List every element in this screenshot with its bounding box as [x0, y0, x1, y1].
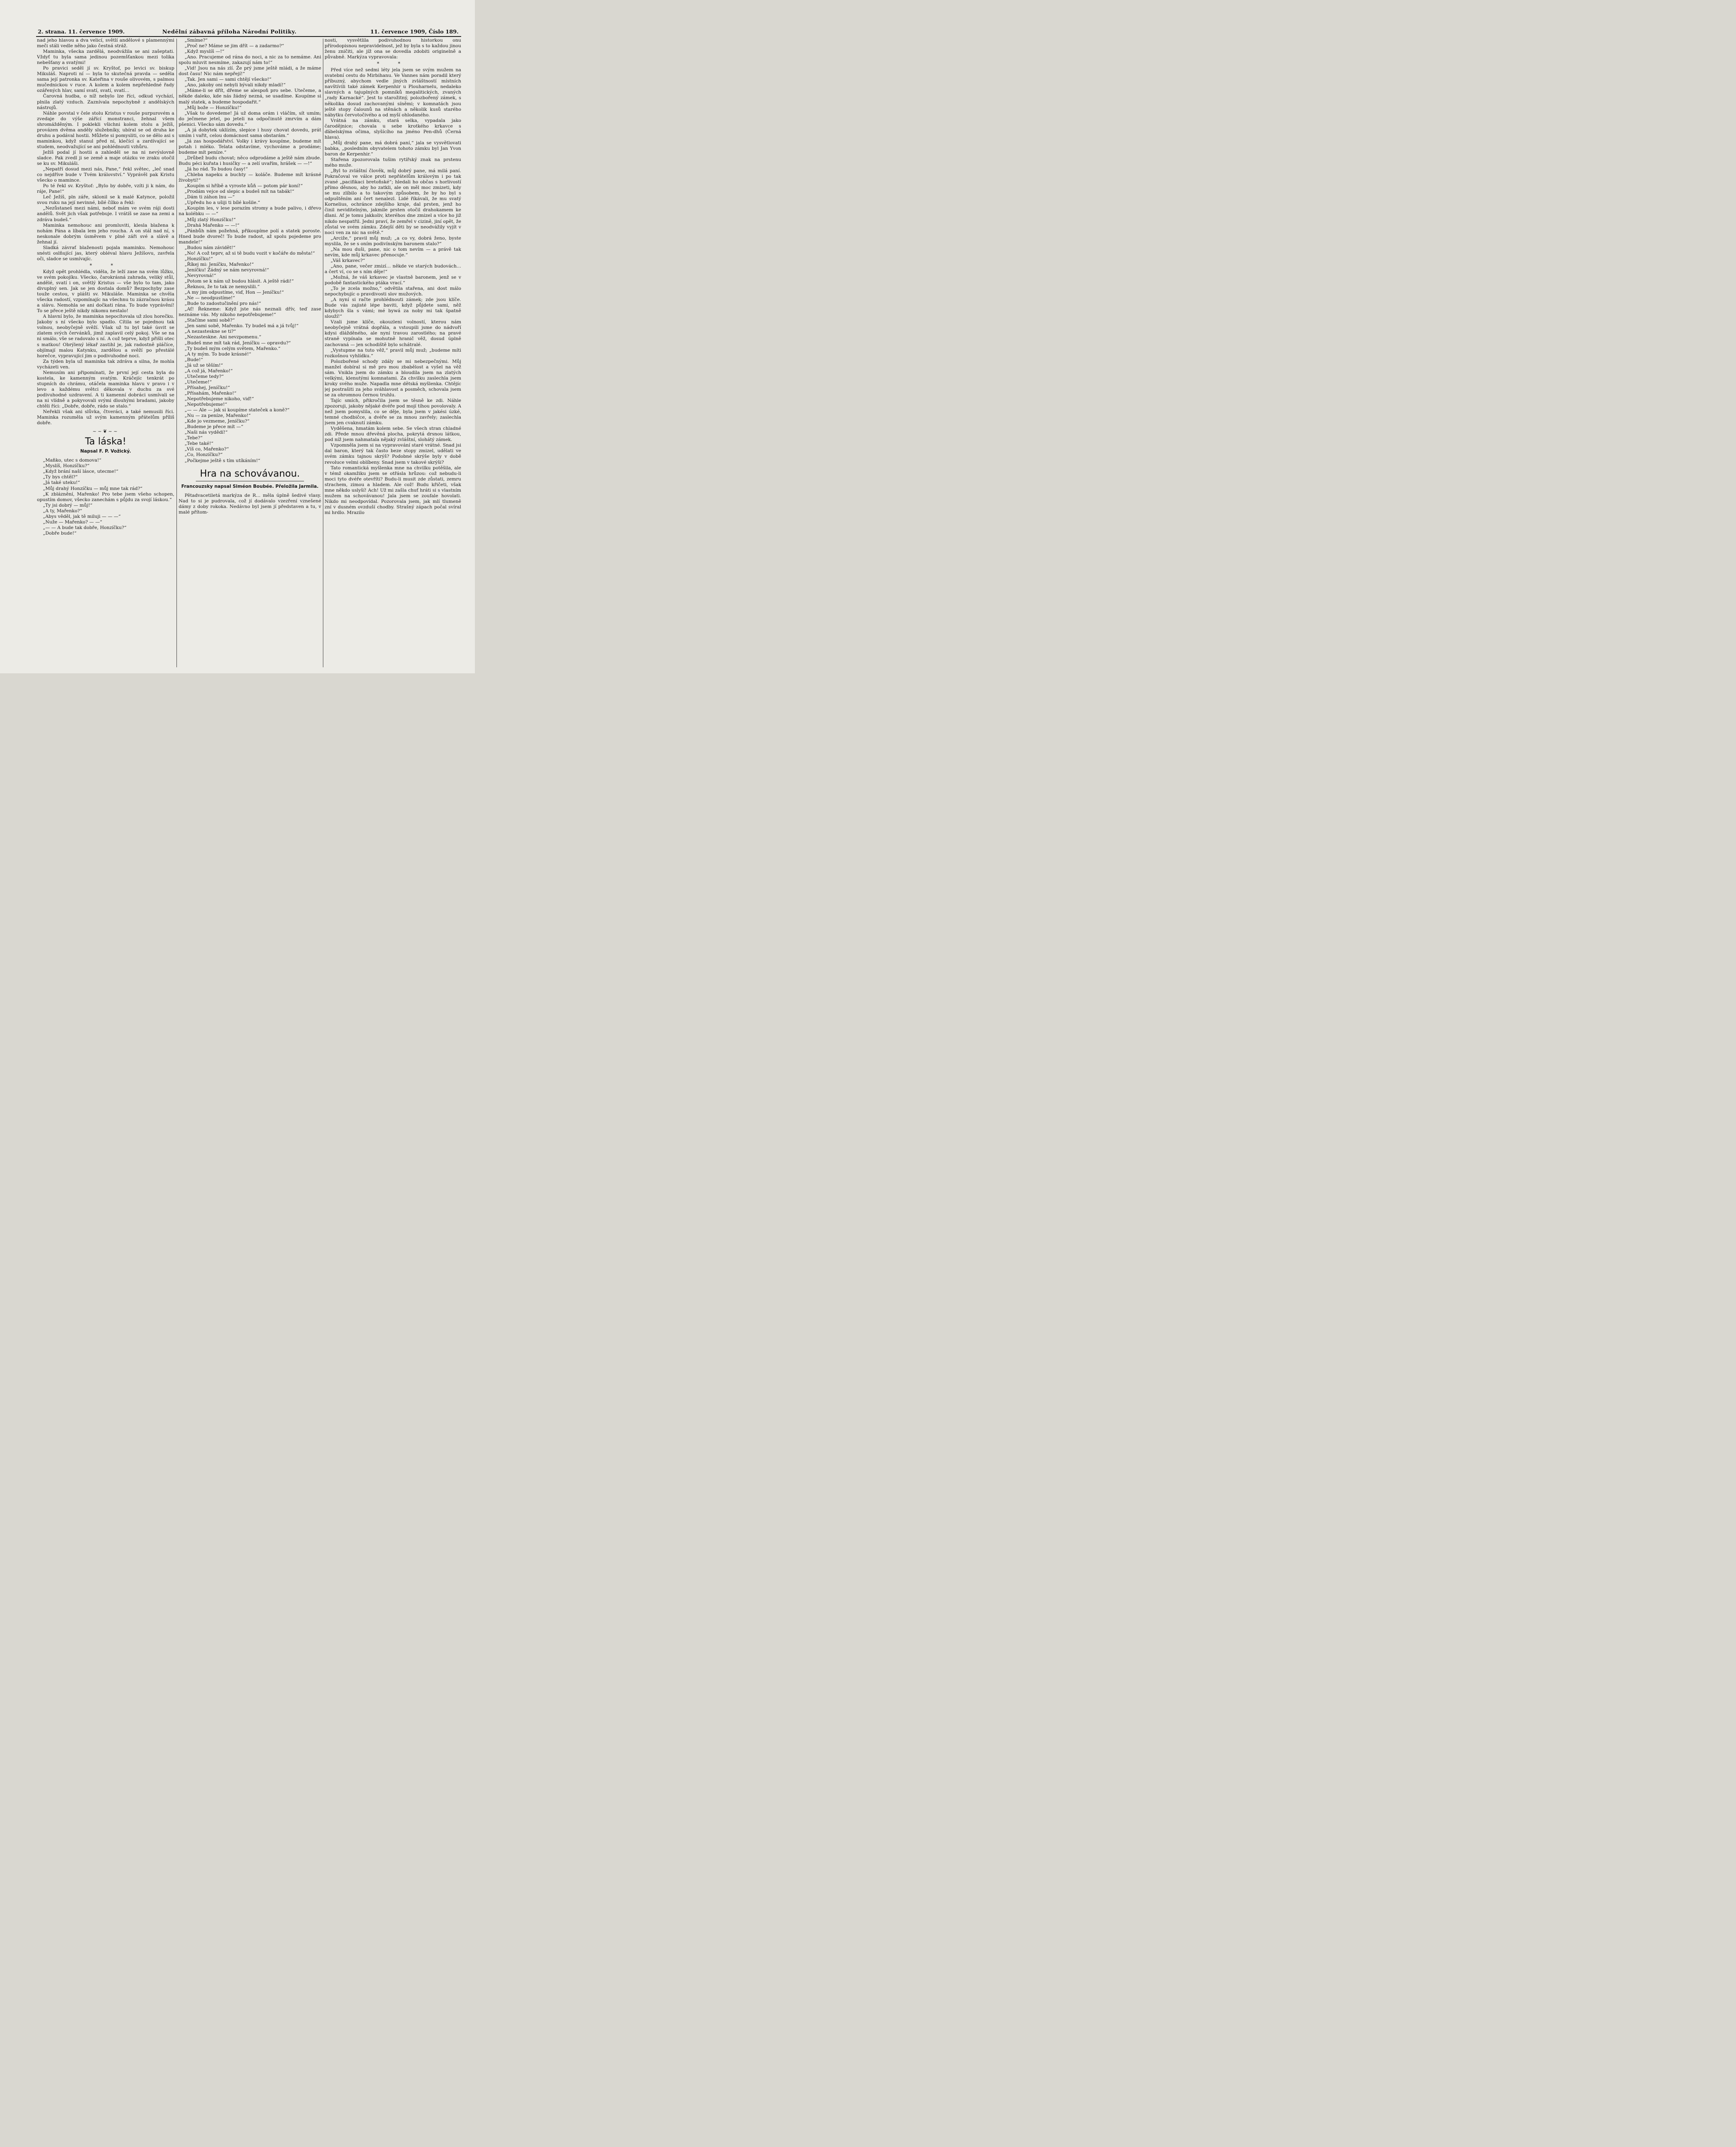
story-byline: Francouzsky napsal Siméon Boubée. Přeložila Jarmila.: [181, 484, 319, 489]
paragraph: Tajíc smích, přikročila jsem se těsně ke zdi. Náhle zpozoruji, jakoby nějaké dvéře pod mojí tíhou povolovaly. A než jsem pomyslila, co se děje, byla jsem v jakési úzké, temné chodbičce, a dvéře se za mnou zavřely; zaslechla jsem jen cvaknutí zámku.: [325, 398, 461, 426]
dialogue-line: „Přísahej, Jeníčku!“: [185, 385, 230, 390]
paragraph: „Můj drahý pane, má dobrá paní,“ jala se vysvětlovati babka, „posledním obyvatelem tohoto zámku byl Jan Yvon baron de Kerpenhir.“: [325, 140, 461, 157]
dialogue-line: „Ty budeš mým celým světem, Mařenko.“: [185, 346, 281, 351]
dialogue-line: „Naši nás vydědí!“: [185, 430, 228, 435]
dialogue-line: „Já ho rád. To budou časy!“: [185, 167, 248, 172]
paragraph: „Nezůstaneš mezi námi, neboť mám ve svém ráji dosti andělů. Svět jich však potřebuje. I vrátíš se zase na zemi a zdráva budeš.“: [37, 206, 174, 222]
dialogue-line: „Utečeme tedy?“: [185, 374, 224, 379]
dialogue-line: „Tak. Jen sami — sami chtějí všecko!“: [185, 77, 272, 82]
paragraph: Neřekli však ani slůvka, čtveráci, a také nemusili říci. Maminka rozuměla už svým kamenným přátelům příliš dobře.: [37, 409, 174, 426]
paragraph: Vyděšena, hmatám kolem sebe. Se všech stran chladné zdi. Přede mnou dřevěná plocha, pokrytá drsnou látkou, pod níž jsem nahmatala nějaký zvláštní, slohátý zámek.: [325, 426, 461, 443]
dialogue-line: „Já zas hospodářství. Volky i krávy koupíme, budeme mít potah i mléko. Telata odstavíme, vychováme a prodáme; budeme mít peníze.“: [179, 138, 321, 155]
paragraph: „A nyní si račte prohlédnouti zámek; zde jsou klíče. Bude vás zajisté lépe baviti, když půjdete sami, něž kdybych šla s vámi; mé bywá za noby mi tak špatně slouží!“: [325, 297, 461, 319]
paragraph: „Na mou duši, pane, nic o tom nevím — a právě tak nevím, kde můj krkavec přenocuje.“: [325, 246, 461, 258]
story-title: Ta láska!: [85, 436, 126, 447]
paragraph: Vzpomněla jsem si na vypravování staré vrátné. Snad jsi dal baron, který tak často beze stopy zmizel, udělati ve svém zámku tajnou skrýš? Podobné skrýše byly v době revoluce velmi oblíbeny. Snad jsem v takové skrýši?: [325, 443, 461, 465]
header-page-date: 2. strana. 11. července 1909.: [38, 28, 125, 35]
dialogue-line: „A já dobytek uklízím, slepice i husy chovat dovedu, prát umím i vařit, celou domácnost sama obstarám.“: [179, 127, 321, 138]
column-3: [325, 38, 461, 669]
paragraph: „Ano, pane, večer zmizí… někde ve starých budovách… a čert ví, co se s ním děje!“: [325, 263, 461, 274]
dialogue-line: „Já také uteku!“: [43, 480, 80, 486]
dialogue-line: „Nezastesknе. Ani nevzpomenu.“: [185, 335, 261, 340]
dialogue-line: „Nepotřebujeme nikoho, viď!“: [185, 396, 254, 401]
dialogue-line: „A ty mým. To bude krásné!“: [185, 351, 251, 357]
dialogue-line: „Stačíme sami sobě?“: [185, 318, 235, 323]
paragraph: Leč Ježíš, pln záře, sklonil se k malé Katynce, položil svou ruku na její nevinné, bílé čílko a řekl:: [37, 195, 174, 206]
dialogue-line: „Dám ti záhon lnu —“: [185, 195, 235, 200]
dialogue-line: „Koupím les, v lese porazím stromy a bude palivo, i dřevo na kolébku — —“: [179, 206, 321, 217]
paragraph: Náhle povstal v čele stolu Kristus v rouše purpurovém a zvedaje do výše zářící monstranci, žehnal všem shromážděným. I poklekli všichni kolem stolu a Ježíš, provázen dvěma anděly služebníky, ubíral se od druha ke druhu a podával hostii. Můžete si pomysliti, co se dělo asi s maminkou, když stanul před ní, klečící a zardívající se studem, neodvažující se ani pohlédnouti vzhůru.: [37, 110, 174, 149]
page-header: [38, 28, 459, 36]
header-rule: [36, 36, 461, 37]
dialogue-line: „Nu — za peníze, Mařenko!“: [185, 413, 251, 419]
dialogue-line: „Drůbež budu chovat; něco odprodáme a ještě nám zbude. Budu péci kuřata i husičky — a zelí uvařím, hrášek — —!“: [179, 155, 321, 167]
dialogue-line: „Bude!“: [185, 357, 203, 362]
paragraph: Stařena zpozorovala tušim rytířský znak na prstenu mého muže.: [325, 157, 461, 168]
paragraph: Polozbořené schody zdály se mi nebezpečnými. Můj manžel dobíral si mě pro mou zbabělost a vyšel na věž sám. Vnikla jsem do zámku a bloudila jsem na zlatých velkými, klenutými komnatami. Za chvilku zaslechla jsem kroky svého muže. Napadla mne dětská myšlenka. Chtějíc jej postrašiti za jeho sváhlavost a posměch, schovala jsem se za ohromnou černou truhlu.: [325, 359, 461, 398]
dialogue-line: „Nuže — Mařenko? — —“: [43, 519, 102, 525]
dialogue-line: „A my jim odpustíme, viď, Hon — Jeníčku!“: [185, 290, 284, 295]
dialogue-line: „Počkejme ještě s tím utíkáním!“: [185, 458, 261, 463]
header-supplement-title: Nedělní zábavná příloha Národní Politiky.: [162, 28, 297, 35]
dialogue-line: „Tebe také!“: [185, 441, 213, 447]
paragraph: Za týden byla už maminka tak zdráva a silna, že mohla vycházeti ven.: [37, 359, 174, 370]
paragraph: Tato romantická myšlenka mne na chvilku potěšila, ale v témž okamžiku jsem se otřásla hrůzou: což nebudu-li moci tyto dvéře otevříti? Budu-li musit zde zůstati, zemru strachem, zimou a hladem. Ale což! Budu křičeti, však mne někdo uslyší! Ach! Už mi zašla chuť hráti si s vlastním mužem na schovávanou! Jala jsem se zoufale hovolati. Nikdo mi neodpovídal. Pozorovala jsem, jak mlí tlumeně zní v dusném ovzduší chodby. Strašný zápach počal svíral mi hrdlo. Mrazilo: [325, 465, 461, 515]
paragraph: „Váš krkavec?“: [331, 258, 365, 263]
paragraph: Po pravici seděl jí sv. Kryštof, po levici sv. biskup Mikuláš. Naproti ní — byla to skutečná pravda — seděla sama její patronka sv. Kateřina v rouše olivovém, s palmou mučednickou v ruce. A kolem a kolem nepřehledné řady ozářených hlav, samí svatí, svatí, svatí…: [37, 66, 174, 94]
column-divider: [176, 39, 177, 667]
dialogue-line: „Myslíš, Honzíčku?“: [43, 463, 90, 469]
dialogue-line: „Drahá Mařenko — —!“: [185, 222, 240, 228]
story-title: Hra na schovávanou.: [200, 468, 300, 479]
dialogue-line: „Však to dovedeme! Já už doma orám i vláčím, sít umím; do ječmene jetel, po jeteli na odpočinutě zmrvím a dám pšenici. Všecko sám dovedu.“: [179, 110, 321, 127]
dialogue-line: „— — A bude tak dobře, Honzíčku?“: [43, 525, 127, 530]
dialogue-line: „Maňko, utec s domova!“: [43, 458, 102, 463]
paragraph: Vzali jsme klíče, okouzleni volností, kterou nám neobyčejně vrátná dopřála, a vstoupili jsme do nádvoří kdysi dlážděného, ale nyní travou zarostlého; na pravé straně vypínala se mohutně hranič věž, dosud úplně zachovaná — jen schodiště bylo schátralé.: [325, 319, 461, 347]
section-break-stars: * *: [89, 262, 122, 268]
paragraph: „Byl to zvláštní člověk, můj dobrý pane, má milá paní. Pokračoval ve válce proti nepřátelům královým i po tak zvané „pacifikaci bretoňské“; hledali ho občas s horlivostí přímo děsnou, aby ho zatkli, ale on měl moc zmizeti, kdy se mu zlíbilo a to takovým způsobem, že by ho byl s odpuštěním ani čert nenalezl. Lidé říkávali, že mu svatý Kornelius, ochránce zdejšího kraje, dal prsten, jenž ho činil neviditelným, jakmile prsten otočil drahokamem ke dlani. Ať je tomu jakkoliv, kteréhos dne zmizel a více ho již nikdo nespatřil. Jedni praví, že zemřel v cizině, jiní opět, že zůstal ve svém zámku. Zdejší děti by se neodvážily vyjít v noci ven za nic na světě.“: [325, 168, 461, 235]
dialogue-line: „Řeknou, že to tak ze nemyslili.“: [185, 284, 260, 290]
dialogue-line: „Honzíčku!“: [185, 256, 213, 262]
dialogue-line: „Ty bys chtěl?“: [43, 474, 78, 480]
dialogue-line: „Kde jo vezmeme, Jeníčku?“: [185, 419, 250, 424]
dialogue-line: „Chleba napeku a buchty — koláče. Budeme mít krásné živobytí!“: [179, 172, 321, 183]
paragraph: Ježíš podal jí hostii a zahleděl se na ni nevýslovně sladce. Pak zvedl ji se země a maje otázku ve zraku otočil se ku sv. Mikuláši.: [37, 149, 174, 167]
paragraph: A hlavní bylo, že maminka nepocítovala už zlou horečku. Jakoby s ní všecko bylo spadlo. Cítila se pojednou tak volnou, neobyčejně svěží. Však už tu byl také úsvit se zlatem svých červánků, jimž zaplavil celý pokoj. Vše se na ni smálo, vše se radovalo s ní. A což teprve, když přišli otec s matkou! Obrýlený lékař zastihl je, jak radostně pláčíce, objímají malou Katynku, zardělou a svěží po přestálé horečce, vypravující jim o podivuhodné noci.: [37, 314, 174, 359]
dialogue-line: „Co, Honzíčku?“: [185, 452, 223, 458]
dialogue-line: „Upředu ho a ušiji ti bílé košile.“: [185, 200, 260, 206]
paragraph: Po té řekl sv. Kryštof: „Bylo by dobře, vzíti ji k nám, do ráje, Pane!“: [37, 183, 174, 195]
paragraph: „Arciže,“ pravil můj muž; „a co vy, dobrá ženo, byste myslila, že se s oním podivínským baronem stalo?“: [325, 235, 461, 246]
dialogue-line: „Ať! Řekneme: Když jste nás neznali dřív, teď zase neznáme vás. My nikoho nepotřebujeme!“: [179, 307, 321, 318]
dialogue-line: „Dobře bude!“: [43, 530, 77, 536]
dialogue-line: „Když myslíš —!“: [185, 49, 225, 55]
section-break-stars: * *: [377, 61, 409, 67]
dialogue-line: „Přísahám, Mařenko!“: [185, 390, 237, 396]
paragraph: Maminka nemohouc ani promluviti, klesla blažena k nohám Pána a líbala lem jeho roucha. A on stál nad ní, s neskonale dobrým úsměvem v plné záři své a slávě a žehnal jí.: [37, 222, 174, 245]
dialogue-line: „— — Ale — jak si koupíme stateček a koně?“: [185, 408, 290, 413]
dialogue-line: „Můj drahý Honzíčku — můj mne tak rád?“: [43, 486, 143, 491]
dialogue-line: „Ano, jakoby oni nebyli bývali nikdy mladí!“: [185, 82, 286, 88]
paragraph: Maminka, všecka zardělá, neodvážila se ani zašeptati. Vždyť tu byla sama jedinou pozemšťankou mezi tolika nebešťany a svatými!: [37, 49, 174, 66]
dialogue-line: „A nezastesknе se ti?“: [185, 329, 236, 335]
dialogue-line: „No! A což teprv, až si tě budu vozit v kočáře do města!“: [185, 250, 315, 256]
dialogue-line: „K zbláznění, Mařenko! Pro tebe jsem všeho schopen, opustím domov, všecko zanechám s půjdu za svojí láskou.“: [37, 491, 174, 502]
paragraph: Vrátná na zámku, stará selka, vypadala jako čarodějnice; chovala u sebe krotkého krkavce s ďábelskýma očima, slyšícího na jméno Pen-dhů (Černá hlava).: [325, 118, 461, 140]
dialogue-line: „A což já, Mařenko!“: [185, 368, 233, 374]
paragraph: „To je zcela možno,“ odvětila stařena, ani dost málo nepochybujíc o pravdivosti slov mužových.: [325, 286, 461, 297]
dialogue-line: „Ano. Pracujeme od rána do noci, a nic za to nemáme. Ani spolu mluvit nesmíme, zakazují nám to!“: [179, 55, 321, 66]
paragraph: „Vystupme na tuto věž,“ pravil můj muž; „budeme míti rozkošnou vyhlídku.“: [325, 347, 461, 359]
paragraph: Nemusím ani připomínati, že první její cesta byla do kostela, ke kamenným svatým. Kráčejíc tenkrát po stupních do chrámu, otáčela maminka hlavu v pravo i v levo a každému světci děkovala v duchu za své podivuhodné uzdravení. A ti kamenní dobráci usmívali se na ni vlídně a pokyvovali svými dlouhými bradami, jakoby chtěli říci: „Dobře, dobře, rádo se stalo.“: [37, 370, 174, 409]
dialogue-line: „Ty jsi dobrý — můj!“: [43, 502, 93, 508]
paragraph: Čarovná hudba, o níž nebylo lze říci, odkud vychází, plnila zlatý vzduch. Zaznívala nepochybně z andělských nástrojů.: [37, 94, 174, 110]
dialogue-line: „Budou nám závidět!“: [185, 245, 236, 250]
dialogue-line: „Říkej mi: Jeníčku, Mařenko!“: [185, 262, 254, 267]
dialogue-line: „Ne — neodpustíme!“: [185, 295, 235, 301]
paragraph: Když opět prohlédla, viděla, že leží zase na svém lůžku, ve svém pokojíku. Všecko, čarokrásná zahrada, veliký stůl, andělé, svatí i on, světlý Kristus — vše bylo to tam, jako divuplný sen. Jak se jen dostala domů? Bezpochyby zase touže cestou, v plášti sv. Mikuláše. Maminka se chvěla všecka radostí, vzpomínajíc na všechnu tu zázračnou krásu a slávu. Nemohla se ani dočkati rána. To bude vyprávění! To se přece ještě nikdy nikomu nestalo!: [37, 269, 174, 314]
dialogue-line: „Můj zlatý Honzíčku!“: [185, 217, 236, 222]
dialogue-line: „Bude to zadostučinění pro nás!“: [185, 301, 261, 307]
dialogue-line: „Koupím si hříbě a vyroste kůň — potom pár koní!“: [185, 183, 303, 189]
dialogue-line: „Můj bože — Honzíčku!“: [185, 105, 242, 110]
dialogue-line: „Pánbůh nám požehná, přikoupíme polí a statek poroste. Hned bude dvoreč! To bude radost, až spolu pojedeme pro mandele!“: [179, 228, 321, 245]
column-2: [179, 38, 321, 669]
dialogue-line: „Utečeme!“: [185, 379, 212, 385]
paragraph: „Nepatří dosud mezi nás, Pane,“ řekl světec, „leč snad co nejdříve bude v Tvém království.“ Vyprávěl pak Kristu všecko o mamince.: [37, 167, 174, 183]
paragraph: Pětadvacetiletá markýza de R… měla úplně šedivé vlasy. Nad to si je pudrovala, což jí dodávalo vzezření vznešené dámy z doby rokoka. Nedávno byl jsem jí představen a tu, v malé přítom-: [179, 493, 321, 515]
newspaper-page: [0, 0, 475, 673]
ornament-divider: ~~❦~~: [92, 429, 119, 435]
dialogue-line: „A ty, Mařenko?“: [43, 508, 82, 514]
paragraph: Sladká závrať blaženosti pojala maminku. Nemohouc snésti oslňující jas, který obléval hlavu Ježíšovu, zavřela oči, sladce se usmívajíc.: [37, 245, 174, 262]
story-byline: Napsal F. P. Vožický.: [80, 449, 131, 454]
paragraph: „Možná, že váš krkavec je vlastně baronem, jenž se v podobě fantastického ptáka vrací.“: [325, 274, 461, 286]
dialogue-line: „Nepotřebujeme!“: [185, 402, 227, 408]
dialogue-line: „Víš co, Mařenko?“: [185, 447, 229, 452]
dialogue-line: „Jen sami sobě, Mařenko. Ty budeš má a já tvůj!“: [185, 323, 299, 329]
dialogue-line: „Když brání naší lásce, utecme!“: [43, 469, 119, 474]
dialogue-line: „Prodám vejce od slepic a budeš mít na tabák!“: [185, 189, 295, 195]
dialogue-line: „Máme-li se dřít, dřeme se alespoň pro sebe. Utečeme, a někde daleko, kde nás žádný nezná, se usadíme. Koupíme si malý statek, a budeme hospodařit.“: [179, 88, 321, 105]
dialogue-line: „Budeš mne mít tak rád, Jeníčku — opravdu?“: [185, 340, 291, 346]
dialogue-line: „Vid! Jsou na nás zlí. Že prý jsme ještě mládi, a že máme dost času! Nic nám nepřejí!“: [179, 66, 321, 77]
dialogue-line: „Já už se těším!“: [185, 362, 223, 368]
dialogue-line: „Potom se k nám už budou hlásit. A ještě rádi!“: [185, 279, 294, 284]
dialogue-line: „Smíme?“: [185, 38, 208, 43]
dialogue-line: „Proč ne? Máme se jim dřít — a zadarmo?“: [185, 43, 284, 49]
dialogue-line: „Nevyrovná!“: [185, 273, 216, 278]
dialogue-line: „Jeníčku! Žádný se nám nevyrovná!“: [185, 267, 269, 273]
dialogue-line: „Tebe?“: [185, 435, 203, 441]
column-1: [37, 38, 174, 669]
header-issue-number: 11. července 1909, Číslo 189.: [370, 28, 459, 35]
dialogue-line: „Budeme je přece mít —“: [185, 424, 243, 430]
paragraph: Před více než sedmi léty jela jsem se svým mužem na svatební cestu do Mirbihanu. Ve Vannes nám poradil který příbuzný, abychom vedle jiných zvláštností místních navštívili také zámek Kerpenhir u Plouharnelu, nedaleko slavných a tajuplných pomníků megalitických, zvaných „rady Karnacké“. Jest to starožitný, polozbořený zámek, s několika dosud zachovanými síněmi; v komnatách jsou ještě stopy čalounů na stěnách a několik kusů starého nábytku červotočivého a od myší ohlodaného.: [325, 67, 461, 118]
paragraph: nad jeho hlavou a dva velicí, světlí andělové s plamennými meči stáli vedle něho jako čestná stráž.: [37, 38, 174, 49]
dialogue-line: „Abys věděl, jak tě miluji — — —“: [43, 514, 121, 519]
paragraph: nosti, vysvětlila podivuhodnou historkou onu přírodopisnou nepravidelnost, jež by byla s to každou jinou ženu zničiti, ale jíž ona se dovedla zdobiti originelně a půvabně. Markýza vypravovala:: [325, 38, 461, 60]
